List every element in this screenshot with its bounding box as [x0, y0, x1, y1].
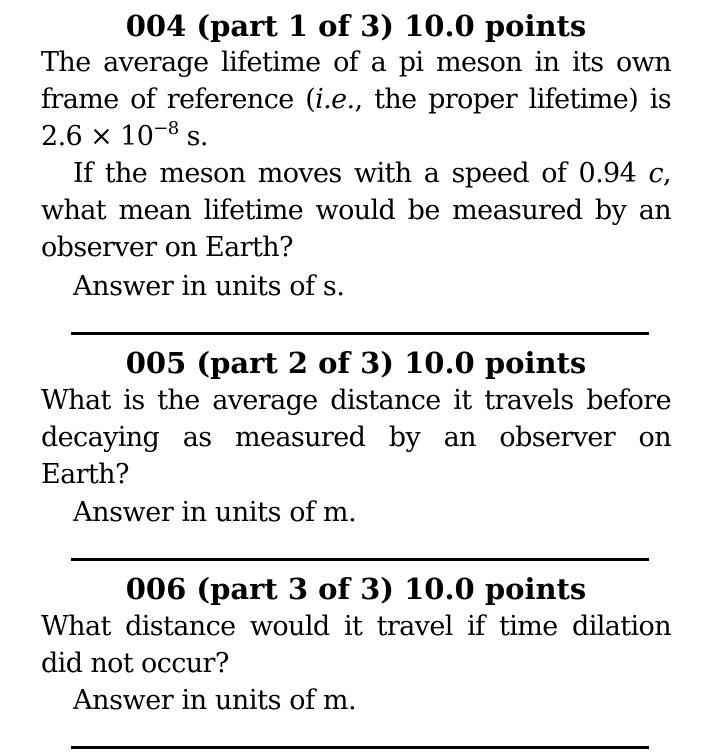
speed-of-light-symbol: c [648, 158, 664, 189]
answer-units: Answer in units of s. [73, 271, 345, 302]
answer-units: Answer in units of m. [73, 685, 357, 716]
question-paragraph: If the meson moves with a speed of 0.94 c, what mean lifetime would be measured by an observer on Earth? [41, 158, 671, 263]
question-paragraph: What is the average distance it travels before decaying as measured by an observer on Earth? [41, 385, 671, 490]
italic-ie: i.e. [315, 84, 355, 115]
separator-rule [71, 746, 649, 749]
problem-statement [41, 44, 671, 266]
statement-paragraph: The average lifetime of a pi meson in its own frame of reference (i.e., the proper lifetime) is $2.6 \times 10^{-8}$ s. [41, 47, 671, 152]
problem-header: 004 (part 1 of 3) 10.0 points [125, 9, 587, 43]
separator-rule [71, 332, 649, 335]
answer-units: Answer in units of m. [73, 497, 357, 528]
problem-header: 005 (part 2 of 3) 10.0 points [125, 346, 587, 380]
problem-statement [41, 608, 671, 682]
exponent: −8 [153, 118, 179, 139]
separator-rule [71, 558, 649, 561]
problem-statement [41, 382, 671, 493]
question-paragraph: What distance would it travel if time dilation did not occur? [41, 611, 671, 679]
problem-header: 006 (part 3 of 3) 10.0 points [125, 572, 587, 606]
